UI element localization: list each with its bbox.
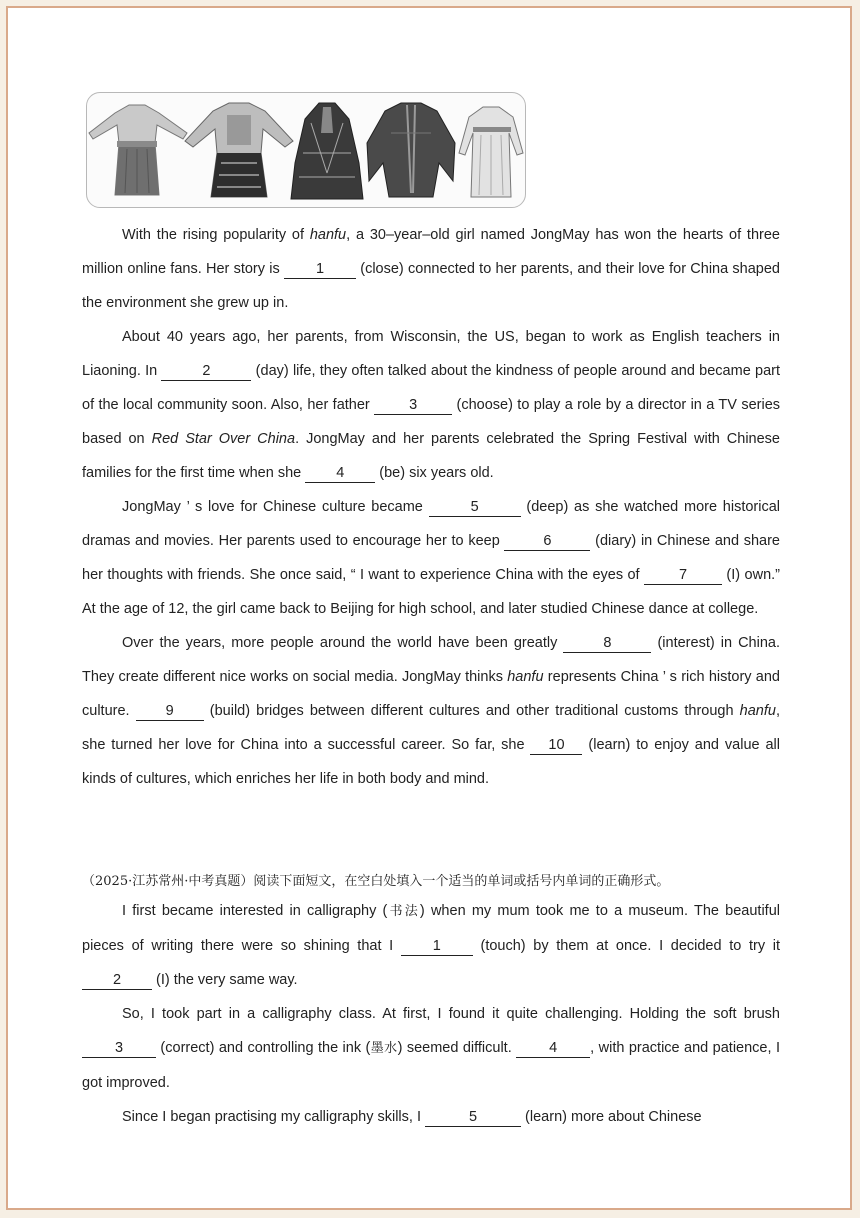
hanfu-figure-3: [291, 103, 363, 199]
passage-2: [82, 894, 780, 1134]
text-run: (learn) more about Chinese: [521, 1109, 702, 1125]
text-run: , with practice and patience, I got improved.: [82, 1040, 780, 1091]
hanfu-figure-2: [185, 103, 293, 197]
blank-10[interactable]: 10: [530, 736, 582, 755]
blank-2[interactable]: 2: [161, 362, 251, 381]
text-run: With the rising popularity of: [122, 227, 310, 243]
text-run: (close) connected to her parents, and their love for China shaped the environment she grew up in.: [82, 261, 780, 311]
text-run: Over the years, more people around the world have been greatly: [122, 635, 564, 651]
hanfu-figure-4: [367, 103, 455, 197]
passage-2-paragraph-1: [82, 894, 780, 997]
page-frame: [6, 6, 852, 1210]
blank-1[interactable]: 1: [284, 260, 356, 279]
passage-1-paragraph-1: [82, 218, 780, 320]
passage-1-paragraph-2: [82, 320, 780, 490]
text-run: ) seemed difficult.: [397, 1040, 517, 1056]
passage-2-paragraph-2: [82, 997, 780, 1100]
text-run: (deep) as she watched more historical dramas and movies. Her parents used to encourage her to keep: [82, 499, 780, 549]
chinese-gloss: 墨水: [370, 1041, 398, 1056]
passage-1: [82, 218, 780, 796]
text-run: (diary) in Chinese and share her thoughts with friends. She once said, “ I want to experience China with the eyes of: [82, 533, 780, 583]
text-run: (touch) by them at once. I decided to try it: [472, 938, 780, 954]
italic-term: hanfu: [309, 227, 347, 243]
book-title: Red Star Over China: [151, 431, 296, 447]
text-run: (I) own.” At the age of 12, the girl came back to Beijing for high school, and later studied Chinese dance at college.: [82, 567, 781, 617]
blank-5[interactable]: 5: [429, 498, 521, 517]
hanfu-figure-1: [89, 105, 187, 195]
hanfu-illustrations: [87, 93, 527, 209]
italic-term: hanfu: [507, 669, 544, 685]
text-run: (I) the very same way.: [152, 972, 298, 988]
text-run: (correct) and controlling the ink (: [156, 1040, 371, 1056]
text-run: Since I began practising my calligraphy skills, I: [122, 1109, 426, 1125]
blank-3[interactable]: 3: [374, 396, 452, 415]
text-run: (be) six years old.: [375, 465, 494, 481]
exercise-header: （2025·江苏常州·中考真题）阅读下面短文，在空白处填入一个适当的单词或括号内单词的正确形式。: [82, 874, 670, 889]
blank-8[interactable]: 8: [563, 634, 651, 653]
text-run: ) when my mum took me to a museum. The beautiful pieces of writing there were so shining that I: [82, 903, 780, 954]
blank-7[interactable]: 7: [644, 566, 722, 585]
text-run: About 40 years ago, her parents, from Wisconsin, the US, began to work as English teachers in Liaoning. In: [82, 329, 780, 379]
text-run: (day) life, they often talked about the kindness of people around and became part of the local community soon. Also, her father: [82, 363, 780, 413]
blank-9[interactable]: 9: [136, 702, 204, 721]
hanfu-image-gallery: [86, 92, 526, 208]
text-run: So, I took part in a calligraphy class. At first, I found it quite challenging. Holding the soft brush: [122, 1006, 780, 1022]
blank-3[interactable]: 3: [82, 1039, 156, 1058]
italic-term: hanfu: [739, 703, 776, 719]
passage-1-paragraph-3: [82, 490, 780, 626]
text-run: (learn) to enjoy and value all kinds of cultures, which enriches her life in both body and mind.: [82, 737, 780, 787]
passage-1-paragraph-4: [82, 626, 780, 796]
blank-1[interactable]: 1: [401, 937, 473, 956]
blank-4[interactable]: 4: [516, 1039, 590, 1058]
blank-6[interactable]: 6: [504, 532, 590, 551]
blank-4[interactable]: 4: [305, 464, 375, 483]
blank-2[interactable]: 2: [82, 971, 152, 990]
text-run: I first became interested in calligraphy (: [122, 903, 388, 919]
text-run: . JongMay and her parents celebrated the Spring Festival with Chinese families for the first time when she: [82, 431, 780, 481]
hanfu-figure-5: [459, 107, 523, 197]
text-run: (interest) in China. They create different nice works on social media. JongMay thinks: [82, 635, 780, 685]
passage-2-paragraph-3: [82, 1100, 780, 1134]
text-run: , she turned her love for China into a successful career. So far, she: [82, 703, 780, 753]
text-run: , a 30–year–old girl named JongMay has won the hearts of three million online fans. Her story is: [82, 227, 780, 277]
blank-5[interactable]: 5: [425, 1108, 521, 1127]
text-run: (choose) to play a role by a director in a TV series based on: [82, 397, 781, 447]
chinese-gloss: 书法: [387, 904, 420, 919]
text-run: represents China ’ s rich history and culture.: [82, 669, 780, 719]
text-run: (build) bridges between different cultures and other traditional customs through: [203, 703, 740, 719]
text-run: JongMay ’ s love for Chinese culture became: [122, 499, 429, 515]
